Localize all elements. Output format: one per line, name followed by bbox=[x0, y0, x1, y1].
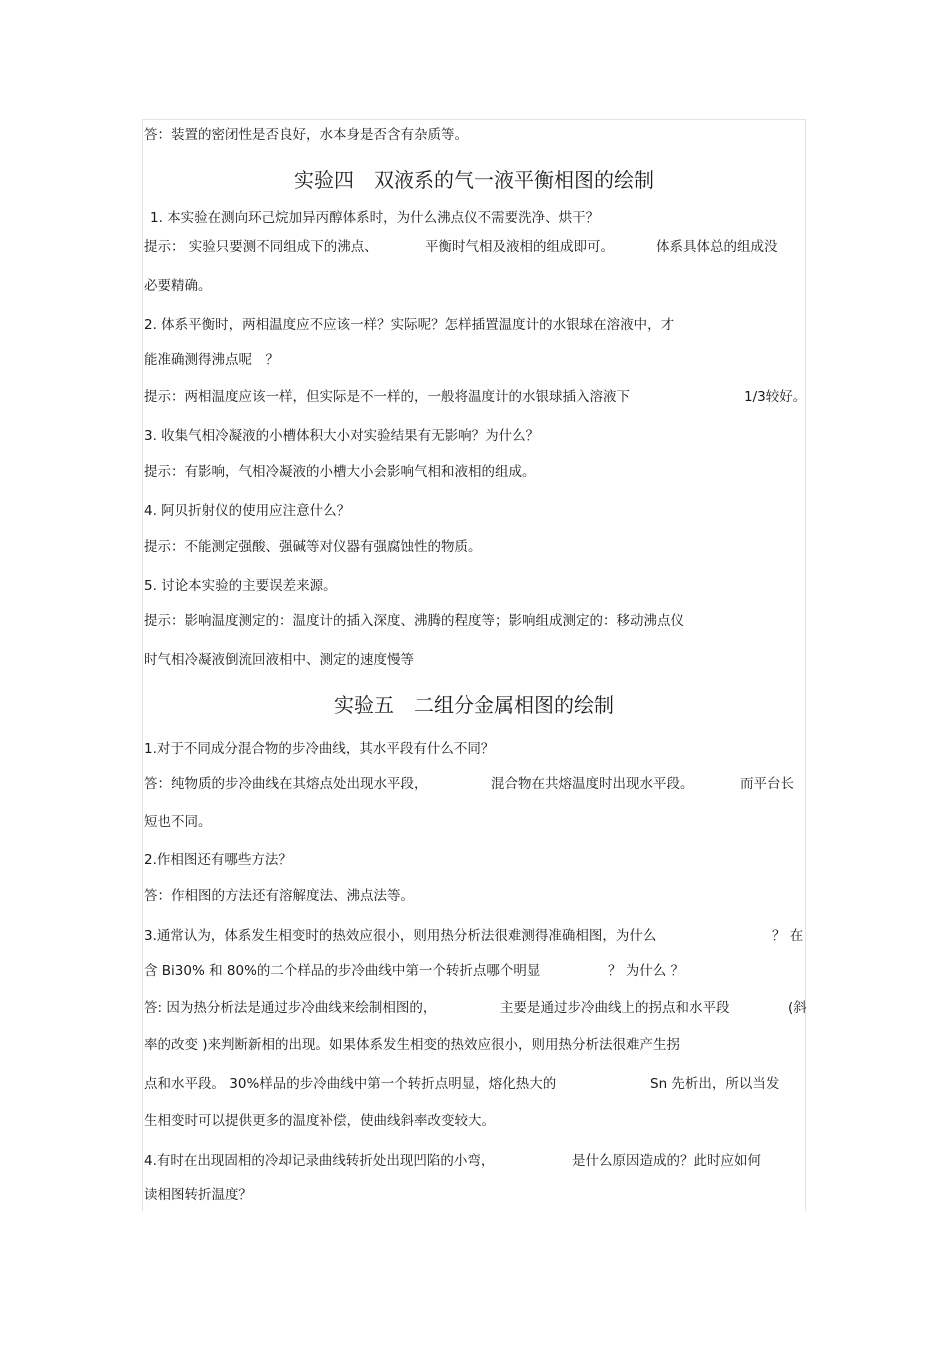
question-3-part-b: ？ 在 bbox=[772, 928, 804, 944]
exp4-question-3: 3. 收集气相冷凝液的小槽体积大小对实验结果有无影响？为什么？ bbox=[144, 428, 540, 444]
exp4-hint-2 bbox=[144, 388, 806, 406]
exp5-question-3 bbox=[144, 927, 806, 945]
hint-2-part-b: 1/3较好。 bbox=[744, 389, 807, 405]
exp4-hint-5: 提示：影响温度测定的：温度计的插入深度、沸腾的程度等；影响组成测定的：移动沸点仪 bbox=[144, 613, 684, 629]
exp5-answer-3-line-2: 率的改变 )来判断新相的出现。如果体系发生相变的热效应很小，则用热分析法很难产生拐 bbox=[144, 1037, 681, 1053]
answer-1-part-c: 而平台长 bbox=[740, 776, 794, 792]
exp5-answer-1-continued: 短也不同。 bbox=[144, 814, 212, 830]
exp4-hint-1 bbox=[144, 238, 792, 256]
hint-1-part-c: 体系具体总的组成没 bbox=[656, 239, 778, 255]
exp4-hint-3: 提示：有影响，气相冷凝液的小槽大小会影响气相和液相的组成。 bbox=[144, 464, 536, 480]
exp5-question-3-continued bbox=[144, 962, 806, 980]
exp5-question-2: 2.作相图还有哪些方法？ bbox=[144, 852, 292, 868]
answer-1-part-a: 答：纯物质的步冷曲线在其熔点处出现水平段， bbox=[144, 776, 428, 792]
exp5-answer-3-line-4: 生相变时可以提供更多的温度补偿，使曲线斜率改变较大。 bbox=[144, 1113, 495, 1129]
exp5-answer-2: 答：作相图的方法还有溶解度法、沸点法等。 bbox=[144, 888, 414, 904]
exp4-hint-1-continued: 必要精确。 bbox=[144, 278, 212, 294]
hint-1-part-a: 提示： 实验只要测不同组成下的沸点、 bbox=[144, 239, 378, 255]
question-3-part-a: 3.通常认为，体系发生相变时的热效应很小，则用热分析法很难测得准确相图，为什么 bbox=[144, 928, 657, 944]
question-4-part-b: 是什么原因造成的？此时应如何 bbox=[572, 1153, 761, 1169]
exp4-hint-5-continued: 时气相冷凝液倒流回液相中、测定的速度慢等 bbox=[144, 652, 414, 668]
exp4-question-1: 1. 本实验在测向环己烷加异丙醇体系时，为什么沸点仪不需要洗净、烘干？ bbox=[150, 210, 600, 226]
experiment-5-title: 实验五 二组分金属相图的绘制 bbox=[334, 693, 614, 717]
answer-3-line-3-part-a: 点和水平段。 30%样品的步冷曲线中第一个转折点明显，熔化热大的 bbox=[144, 1076, 557, 1092]
question-3-cont-part-b: ？ 为什么 ？ bbox=[608, 963, 685, 979]
hint-1-part-b: 平衡时气相及液相的组成即可。 bbox=[425, 239, 614, 255]
exp4-question-4: 4. 阿贝折射仪的使用应注意什么？ bbox=[144, 503, 351, 519]
answer-line: 答：装置的密闭性是否良好，水本身是否含有杂质等。 bbox=[144, 127, 468, 143]
answer-3-part-b: 主要是通过步冷曲线上的拐点和水平段 bbox=[500, 1000, 730, 1016]
exp5-answer-1 bbox=[144, 775, 800, 793]
exp4-hint-4: 提示：不能测定强酸、强碱等对仪器有强腐蚀性的物质。 bbox=[144, 539, 482, 555]
answer-1-part-b: 混合物在共熔温度时出现水平段。 bbox=[491, 776, 694, 792]
question-4-part-a: 4.有时在出现固相的冷却记录曲线转折处出现凹陷的小弯， bbox=[144, 1153, 495, 1169]
exp4-question-2-continued: 能准确测得沸点呢 ？ bbox=[144, 352, 279, 368]
exp5-answer-3 bbox=[144, 999, 806, 1017]
exp5-question-4-continued: 读相图转折温度？ bbox=[144, 1187, 252, 1203]
answer-3-part-c: (斜 bbox=[788, 1000, 807, 1016]
experiment-4-title: 实验四 双液系的气一液平衡相图的绘制 bbox=[294, 168, 654, 192]
exp5-question-1: 1.对于不同成分混合物的步冷曲线，其水平段有什么不同？ bbox=[144, 741, 495, 757]
exp4-question-5: 5. 讨论本实验的主要误差来源。 bbox=[144, 578, 337, 594]
answer-3-line-3-part-b: Sn 先析出，所以当发 bbox=[650, 1076, 780, 1092]
exp4-question-2: 2. 体系平衡时，两相温度应不应该一样？实际呢？怎样插置温度计的水银球在溶液中，才 bbox=[144, 317, 675, 333]
exp5-question-4 bbox=[144, 1152, 806, 1170]
hint-2-part-a: 提示：两相温度应该一样，但实际是不一样的，一般将温度计的水银球插入溶液下 bbox=[144, 389, 630, 405]
exp5-answer-3-line-3 bbox=[144, 1075, 806, 1093]
answer-3-part-a: 答: 因为热分析法是通过步冷曲线来绘制相图的， bbox=[144, 1000, 437, 1016]
question-3-cont-part-a: 含 Bi30% 和 80%的二个样品的步冷曲线中第一个转折点哪个明显 bbox=[144, 963, 541, 979]
